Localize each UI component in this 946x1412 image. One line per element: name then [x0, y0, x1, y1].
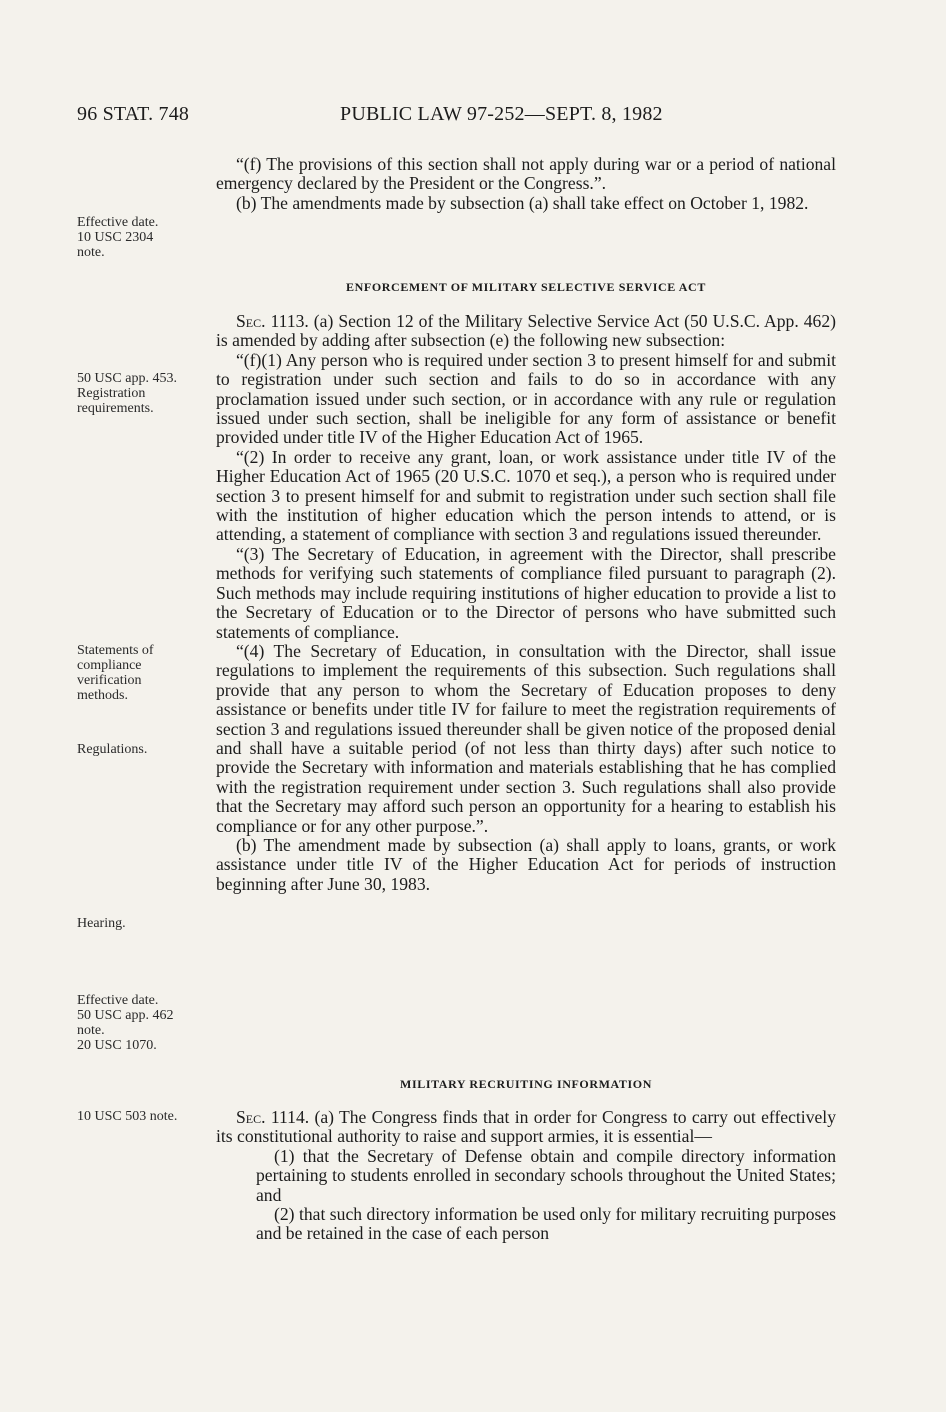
subsection-b-amendment: (b) The amendment made by subsection (a) shall apply to loans, grants, or work assistance under title IV of the Higher Education Act for periods of instruction beginning after June 30, 1983. — [216, 834, 836, 894]
subsection-b-effective: (b) The amendments made by subsection (a) shall take effect on October 1, 1982. — [236, 192, 809, 213]
margin-note-regulations — [77, 742, 207, 757]
paragraph-4: “(4) The Secretary of Education, in consultation with the Director, shall issue regulations to implement the requirements of this subsection. Such regulations shall provide that any person to whom the Secretary of Education proposes to deny assistance or benefits under title IV for failure to meet the registration requirements of section 3 and regulations issued thereunder shall be given notice of the proposed denial and shall have a suitable period (of not less than thirty days) after such notice to provide the Secretary with information and materials establishing that he has complied with the registration requirement under section 3. Such regulations shall also provide that the Secretary may afford such person an opportunity for a hearing to establish his compliance or for any other purpose.”. — [216, 640, 836, 836]
margin-note-line: note. — [77, 1023, 105, 1038]
section-1112-tail — [216, 155, 836, 213]
margin-note-line: 50 USC app. 453. — [77, 371, 177, 386]
margin-note-effective-date-1 — [77, 215, 207, 260]
section-1114-intro — [216, 1108, 836, 1147]
section-heading-recruiting: MILITARY RECRUITING INFORMATION — [400, 1077, 652, 1091]
margin-note-line: 10 USC 2304 — [77, 230, 154, 245]
paragraph-2: “(2) In order to receive any grant, loan, or work assistance under title IV of the Higher Education Act of 1965 (20 U.S.C. 1070 et seq.), a person who is required under section 3 to present himself for and submit to registration under such section shall file with the institution of higher education which the person intends to attend, or is attending, a statement of compliance with section 3 and regulations issued thereunder. — [216, 446, 836, 545]
margin-note-line: methods. — [77, 688, 128, 703]
subsection-f: “(f) The provisions of this section shall not apply during war or a period of national emergency declared by the President or the Congress.”. — [216, 154, 836, 194]
running-header: PUBLIC LAW 97-252—SEPT. 8, 1982 — [340, 103, 663, 125]
margin-note-line: Effective date. — [77, 215, 159, 230]
section-label: Sec. — [236, 311, 266, 331]
margin-note-line: Statements of — [77, 643, 154, 658]
margin-note-line: requirements. — [77, 401, 154, 416]
statute-page-number: 96 STAT. 748 — [77, 103, 190, 125]
margin-note-line: 50 USC app. 462 — [77, 1008, 174, 1023]
margin-note-line: note. — [77, 245, 105, 260]
section-intro-text: 1114. (a) The Congress finds that in order for Congress to carry out effectively its constitutional authority to raise and support armies, it is essential— — [216, 1107, 836, 1147]
section-label: Sec. — [236, 1107, 266, 1127]
margin-note-statements — [77, 643, 207, 703]
margin-note-line: Hearing. — [77, 916, 126, 931]
margin-note-line: Effective date. — [77, 993, 159, 1008]
margin-note-line: 10 USC 503 note. — [77, 1109, 178, 1124]
margin-note-effective-date-2 — [77, 993, 207, 1053]
paragraph-f1: “(f)(1) Any person who is required under section 3 to present himself for and submit to registration under such section and fails to do so in accordance with any proclamation issued under such section, or in accordance with any rule or regulation issued under such section, shall be ineligible for any form of assistance or benefit provided under title IV of the Higher Education Act of 1965. — [216, 349, 836, 448]
margin-note-registration — [77, 371, 207, 416]
margin-note-line: verification — [77, 673, 142, 688]
margin-note-usc-503 — [77, 1109, 207, 1124]
section-1113 — [216, 312, 836, 894]
margin-note-line: Registration — [77, 386, 146, 401]
paragraph-3: “(3) The Secretary of Education, in agreement with the Director, shall prescribe methods for verifying such statements of compliance filed pursuant to paragraph (2). Such methods may include requiring institutions of higher education to provide a list to the Secretary of Education or to the Director of persons who have submitted such statements of compliance. — [216, 543, 836, 642]
section-intro-text: 1113. (a) Section 12 of the Military Selective Service Act (50 U.S.C. App. 462) is amended by adding after subsection (e) the following new subsection: — [216, 311, 836, 351]
margin-note-line: 20 USC 1070. — [77, 1038, 157, 1053]
section-1113-intro — [216, 312, 836, 351]
section-1114 — [216, 1108, 836, 1244]
margin-note-line: Regulations. — [77, 742, 148, 757]
section-heading-enforcement: ENFORCEMENT OF MILITARY SELECTIVE SERVICE ACT — [346, 280, 706, 294]
finding-1: (1) that the Secretary of Defense obtain and compile directory information pertaining to students enrolled in secondary schools throughout the United States; and — [256, 1145, 836, 1205]
margin-note-line: compliance — [77, 658, 142, 673]
margin-note-hearing — [77, 916, 207, 931]
finding-2: (2) that such directory information be used only for military recruiting purposes and be retained in the case of each person — [256, 1204, 836, 1244]
